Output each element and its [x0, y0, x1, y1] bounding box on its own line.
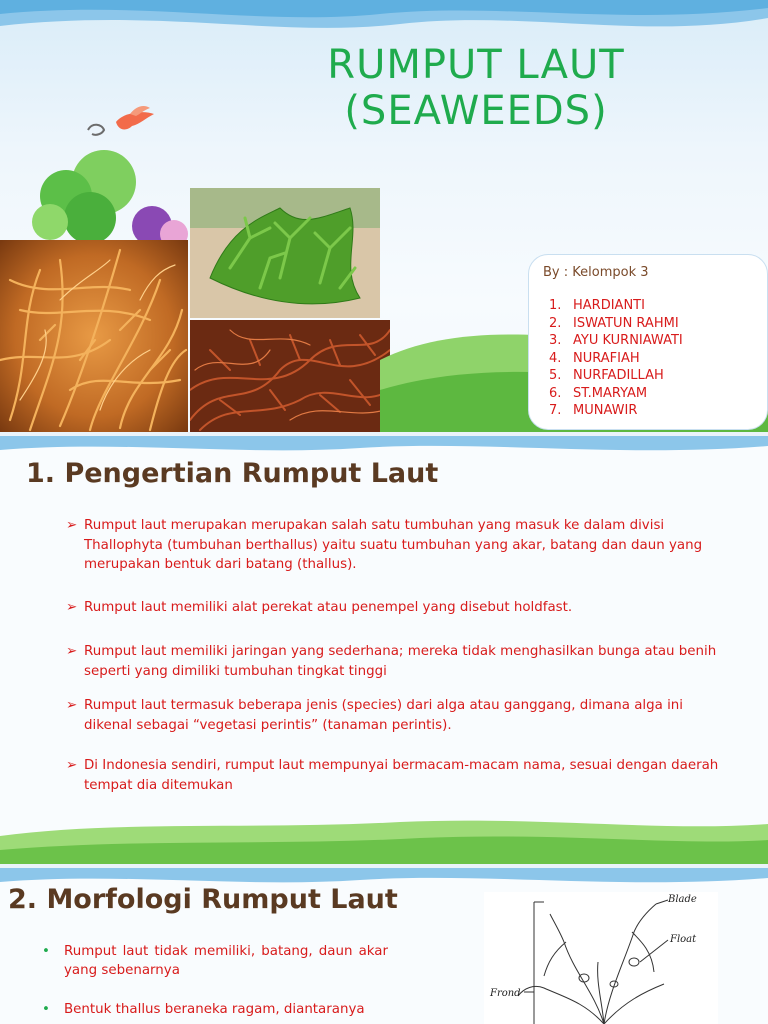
- bullet-text: Rumput laut memiliki alat perekat atau penempel yang disebut holdfast.: [84, 600, 573, 615]
- member-item: [549, 385, 683, 403]
- member-number: 2.: [549, 315, 562, 331]
- tree-illustration: [24, 148, 194, 248]
- member-item: [549, 297, 683, 315]
- bullet-item: [66, 696, 726, 735]
- member-name: AYU KURNIAWATI: [573, 333, 683, 348]
- bullet-text: Rumput laut tidak memiliki, batang, daun akar yang sebenarnya: [64, 944, 388, 978]
- seaweed-photo-red: [190, 320, 390, 432]
- member-item: [549, 332, 683, 350]
- group-label: By : Kelompok 3: [543, 265, 649, 280]
- bullet-item: [66, 756, 726, 795]
- bullet-text: Bentuk thallus beraneka ragam, diantaranya: [64, 1002, 365, 1017]
- slide-title: [296, 42, 656, 134]
- member-item: [549, 367, 683, 385]
- bullet-item: [40, 1000, 388, 1019]
- seaweed-photo-green: [190, 188, 380, 318]
- title-slide: [0, 0, 768, 432]
- arrow-bullet-icon: ➢: [66, 758, 78, 773]
- member-number: 3.: [549, 333, 562, 348]
- member-number: 5.: [549, 368, 562, 383]
- blade-label: Blade: [668, 894, 697, 905]
- bullet-text: Di Indonesia sendiri, rumput laut mempunyai bermacam-macam nama, sesuai dengan daerah tempat dia ditemukan: [84, 758, 719, 793]
- member-item: [549, 402, 683, 420]
- member-name: ST.MARYAM: [573, 385, 648, 401]
- float-label: Float: [670, 934, 697, 945]
- arrow-bullet-icon: ➢: [66, 698, 78, 713]
- bullet-item: [66, 516, 726, 575]
- members-list: [549, 297, 683, 420]
- frond-label: Frond: [490, 988, 521, 999]
- seaweed-morphology-diagram: [484, 892, 718, 1024]
- bullet-text: Rumput laut merupakan merupakan salah satu tumbuhan yang masuk ke dalam divisi Thallophyta (tumbuhan berthallus) yaitu suatu tumbuhan yang akar, batang dan daun yang merupakan bentuk dari batang (thallus).: [84, 518, 703, 572]
- member-name: NURAFIAH: [573, 350, 640, 366]
- member-name: HARDIANTI: [573, 298, 645, 313]
- bullet-item: [66, 642, 726, 681]
- arrow-bullet-icon: ➢: [66, 644, 78, 659]
- sky-wave-decoration: [0, 436, 768, 460]
- seaweed-sketch: [484, 892, 718, 1024]
- member-name: NURFADILLAH: [573, 368, 664, 383]
- group-members-card: [528, 254, 768, 430]
- bullet-item: [66, 598, 726, 618]
- member-number: 4.: [549, 350, 562, 366]
- member-number: 7.: [549, 403, 562, 418]
- dot-bullet-icon: •: [42, 944, 50, 959]
- bird-illustration: [84, 104, 156, 144]
- member-number: 6.: [549, 385, 562, 401]
- dot-bullet-icon: •: [42, 1002, 50, 1017]
- bullet-item: [40, 942, 388, 980]
- arrow-bullet-icon: ➢: [66, 600, 78, 615]
- morphology-slide: [0, 868, 768, 1024]
- bullet-text: Rumput laut memiliki jaringan yang sederhana; mereka tidak menghasilkan bunga atau benih seperti yang dimiliki tumbuhan tingkat tinggi: [84, 644, 717, 679]
- member-name: MUNAWIR: [573, 403, 638, 418]
- arrow-bullet-icon: ➢: [66, 518, 78, 533]
- title-line-1: RUMPUT LAUT: [327, 42, 625, 88]
- member-number: 1.: [549, 298, 562, 313]
- grass-decoration: [0, 816, 768, 864]
- member-item: [549, 315, 683, 333]
- slide-heading: 1. Pengertian Rumput Laut: [26, 458, 439, 489]
- bullet-text: Rumput laut termasuk beberapa jenis (species) dari alga atau ganggang, dimana alga ini dikenal sebagai “vegetasi perintis” (tanaman perintis).: [84, 698, 684, 733]
- bullet-list: [40, 942, 388, 1024]
- title-line-2: (SEAWEEDS): [344, 88, 608, 134]
- member-item: [549, 350, 683, 368]
- member-name: ISWATUN RAHMI: [573, 315, 679, 331]
- definition-slide: [0, 436, 768, 864]
- seaweed-photo-orange: [0, 240, 188, 432]
- slide-heading: 2. Morfologi Rumput Laut: [8, 884, 398, 915]
